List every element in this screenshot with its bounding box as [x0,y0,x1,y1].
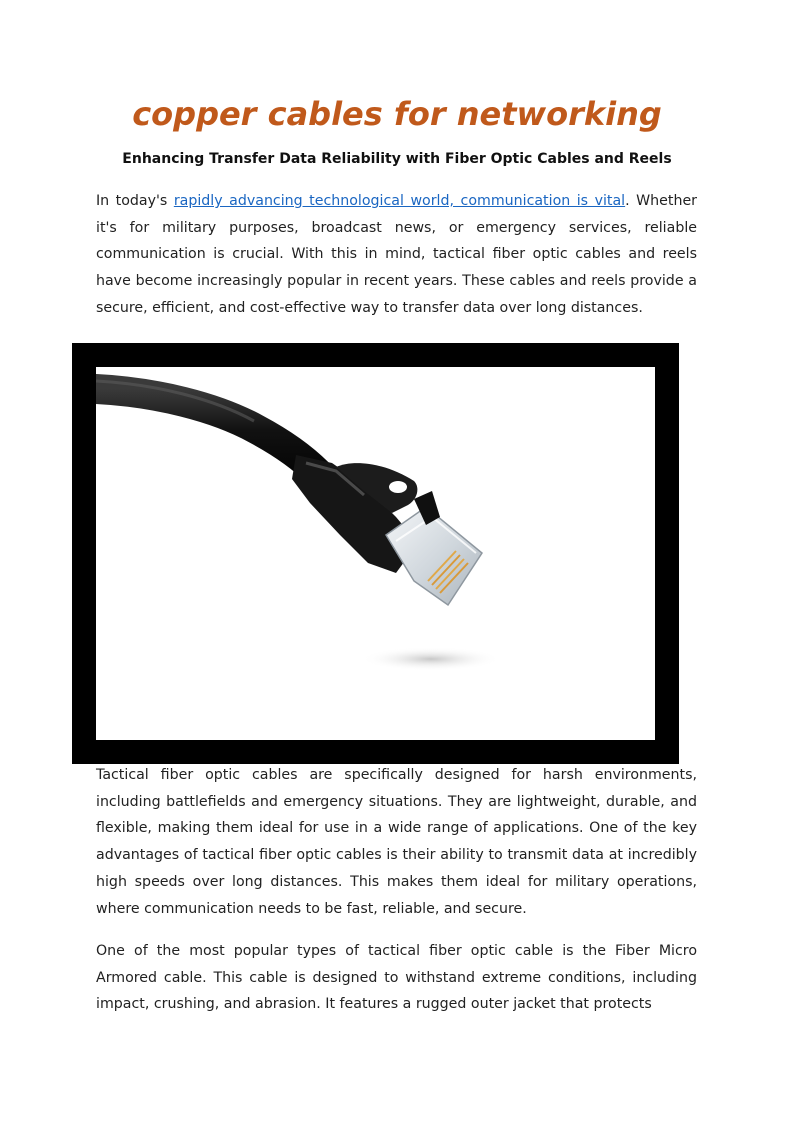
intro-text-end: . Whether it's for military purposes, broadcast news, or emergency services, reliable communication is crucial. With this in mind, tactical fiber optic cables and reels have become increasingly popular in recent years. These cables and reels provide a secure, efficient, and cost-effective way to transfer data over long distances. [96,193,698,316]
intro-paragraph [96,188,697,322]
intro-text-start: In today's [96,193,174,209]
page-subtitle: Enhancing Transfer Data Reliability with Fiber Optic Cables and Reels [122,151,672,167]
rj45-plug [386,507,482,605]
cable-photo-frame [72,343,679,764]
cable-shadow [361,647,501,671]
inline-link[interactable]: rapidly advancing technological world, communication is vital [173,193,626,209]
cable-photo [96,367,655,740]
body-paragraph-3: One of the most popular types of tactical fiber optic cable is the Fiber Micro Armored cable. This cable is designed to withstand extreme conditions, including impact, crushing, and abrasion. It features a rugged outer jacket that protects [96,943,697,1013]
ethernet-cable-image [96,367,655,740]
page-title: copper cables for networking [132,95,662,133]
body-paragraph-2: Tactical fiber optic cables are specifically designed for harsh environments, including battlefields and emergency situations. They are lightweight, durable, and flexible, making them ideal for use in a wide range of applications. One of the key advantages of tactical fiber optic cables is their ability to transmit data at incredibly high speeds over long distances. This makes them ideal for military operations, where communication needs to be fast, reliable, and secure. [96,767,697,917]
